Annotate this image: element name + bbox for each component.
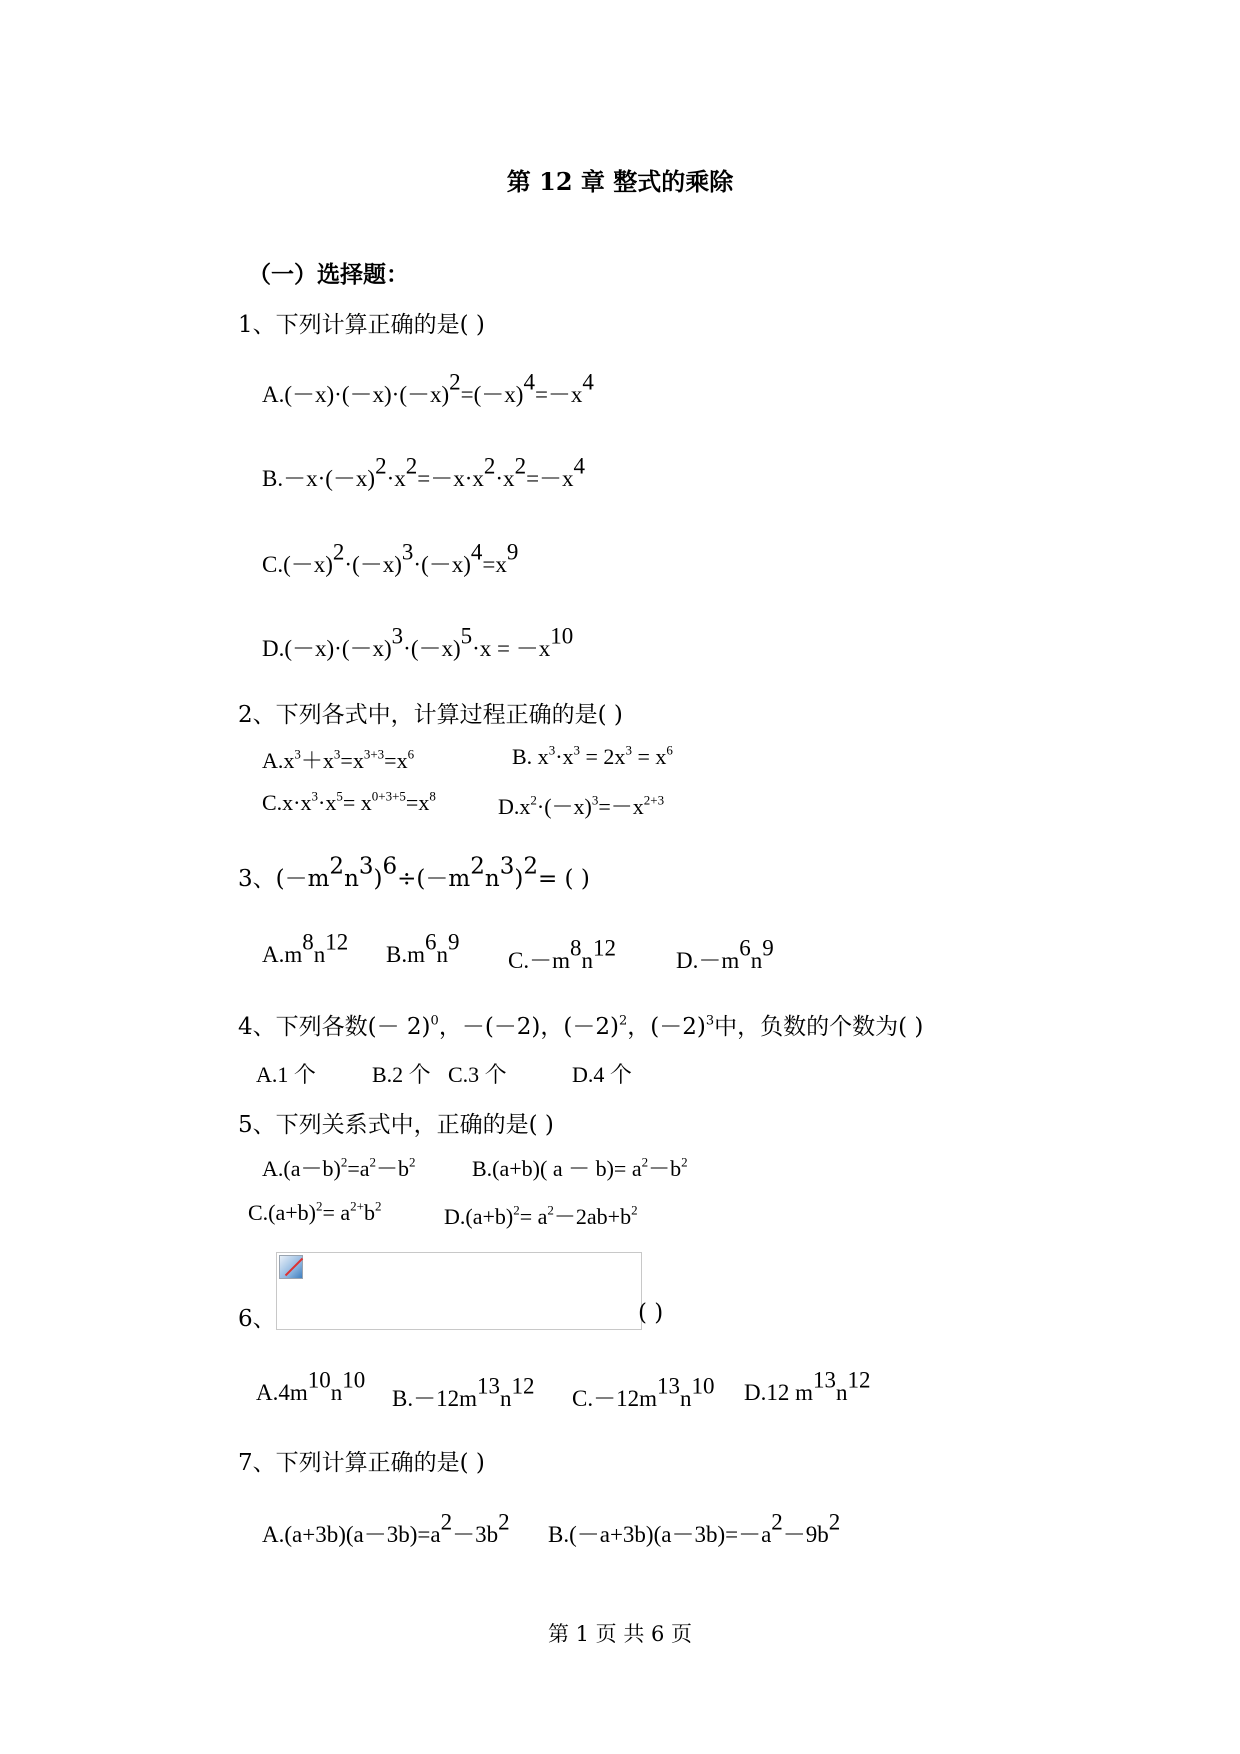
- question-2-option-d: $D.x^2\cdot(-x)^3=-x^{2+3}$: [498, 792, 665, 819]
- question-6-option-a: A.4m10n10: [256, 1367, 366, 1405]
- question-5-option-c: $C.(a+b)^2= a^{2+}b^2$: [248, 1198, 382, 1225]
- question-4-option-a: A.1 个: [256, 1062, 316, 1087]
- question-6-formula-image: [276, 1252, 642, 1330]
- question-3-option-a: A.m8n12: [262, 929, 349, 967]
- question-4-option-b: B.2 个: [372, 1062, 431, 1087]
- question-1-option-b: B.－x·(－x)2·x2=－x·x2·x2=－x4: [262, 453, 586, 491]
- chapter-title: 第 12 章 整式的乘除: [506, 167, 734, 196]
- question-7-stem: 7、下列计算正确的是( ): [238, 1450, 485, 1476]
- question-4-stem: 4、下列各数(－ 2)$^0$，－(－2)，$(-2)^2$，$(-2)^3$中，负数的个数为( ): [238, 1013, 924, 1040]
- question-5-option-b: B.(a+b)( $a - b)= a^2-b^2$: [472, 1154, 688, 1181]
- question-6-option-b: B.－12m13n12: [392, 1373, 535, 1411]
- question-1-stem: 1、下列计算正确的是( ): [238, 312, 485, 338]
- question-5-option-d: $D.(a+b)^2= a^2-2ab+b^2$: [444, 1202, 638, 1229]
- question-2-option-b: B. $x^3\cdot x^3 = 2x^3 = x^6$: [512, 742, 673, 769]
- question-4-option-c: C.3 个: [448, 1062, 507, 1087]
- question-1-option-c: C.(－x)2·(－x)3·(－x)4=x9: [262, 539, 519, 577]
- question-6-blank: ( ): [638, 1300, 664, 1326]
- page-footer: 第 1 页 共 6 页: [547, 1622, 693, 1646]
- question-1-option-d: D.(－x)·(－x)3·(－x)5·x = －x10: [262, 623, 574, 661]
- question-3-stem: 3、(－m2n3)6÷(－m2n3)2= ( ): [238, 853, 590, 892]
- question-2-option-a: $A.x^3+x^3=x^{3+3}=x^6$: [262, 746, 415, 773]
- question-7-option-a: A.(a+3b)(a－3b)=a2－3b2: [262, 1509, 510, 1547]
- broken-image-icon: [279, 1255, 303, 1279]
- question-6-option-d: D.12 m13n12: [744, 1367, 871, 1405]
- question-5-stem: 5、下列关系式中，正确的是( ): [238, 1112, 554, 1138]
- question-3-option-c: C.－m8n12: [508, 935, 616, 973]
- section-heading: （一）选择题：: [248, 261, 409, 288]
- question-3-option-d: D.－m6n9: [676, 935, 774, 973]
- question-2-stem: 2、下列各式中，计算过程正确的是( ): [238, 702, 623, 728]
- question-5-option-a: $A.(a-b)^2=a^2-b^2$: [262, 1154, 416, 1181]
- question-1-option-a: A.(－x)·(－x)·(－x)2=(－x)4=－x4: [262, 369, 594, 407]
- question-6-option-c: C.－12m13n10: [572, 1373, 715, 1411]
- question-3-option-b: B.m6n9: [386, 929, 460, 967]
- question-2-option-c: $C.x\cdot x^3\cdot x^5= x^{0+3+5}=x^8$: [262, 788, 436, 815]
- question-4-option-d: D.4 个: [572, 1062, 632, 1087]
- question-7-option-b: B.(－a+3b)(a－3b)=－a2－9b2: [548, 1509, 841, 1547]
- question-6-number: 6、: [238, 1306, 276, 1332]
